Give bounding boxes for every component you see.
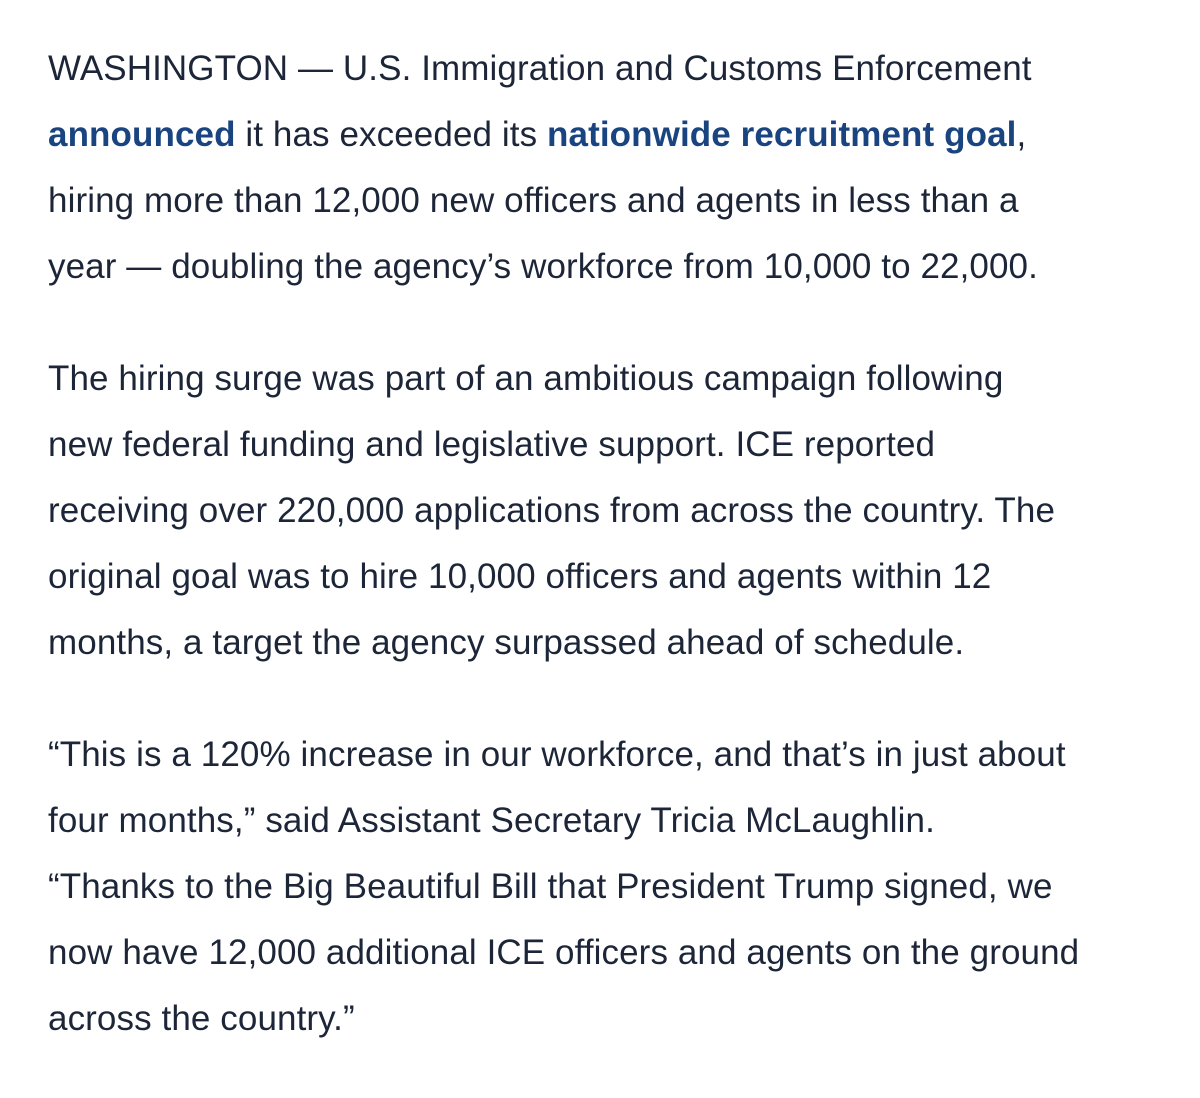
text-line: The hiring surge was part of an ambitious campaign following [48,359,1004,398]
text-line: new federal funding and legislative support. ICE reported [48,425,936,464]
recruitment-goal-link[interactable]: nationwide recruitment goal [547,115,1017,154]
text-line: months, a target the agency surpassed ahead of schedule. [48,623,965,662]
text-line: hiring more than 12,000 new officers and agents in less than a [48,181,1019,220]
announced-link[interactable]: announced [48,115,236,154]
article-body [48,36,1168,1098]
text-line: across the country.” [48,999,355,1038]
paragraph-announcement [48,36,1168,300]
paragraph-quote [48,722,1168,1052]
text-line [48,102,1168,168]
text-segment: it has exceeded its [235,115,548,154]
text-line: year — doubling the agency’s workforce from 10,000 to 22,000. [48,247,1038,286]
text-line: now have 12,000 additional ICE officers and agents on the ground [48,933,1080,972]
paragraph-hiring-surge [48,346,1168,676]
text-line: “This is a 120% increase in our workforce, and that’s in just about [48,735,1066,774]
text-line: four months,” said Assistant Secretary Tricia McLaughlin. [48,801,935,840]
text-line: original goal was to hire 10,000 officers and agents within 12 [48,557,992,596]
text-line: “Thanks to the Big Beautiful Bill that President Trump signed, we [48,867,1053,906]
text-line: WASHINGTON — U.S. Immigration and Customs Enforcement [48,49,1032,88]
text-line: receiving over 220,000 applications from across the country. The [48,491,1056,530]
text-segment: , [1016,115,1027,154]
